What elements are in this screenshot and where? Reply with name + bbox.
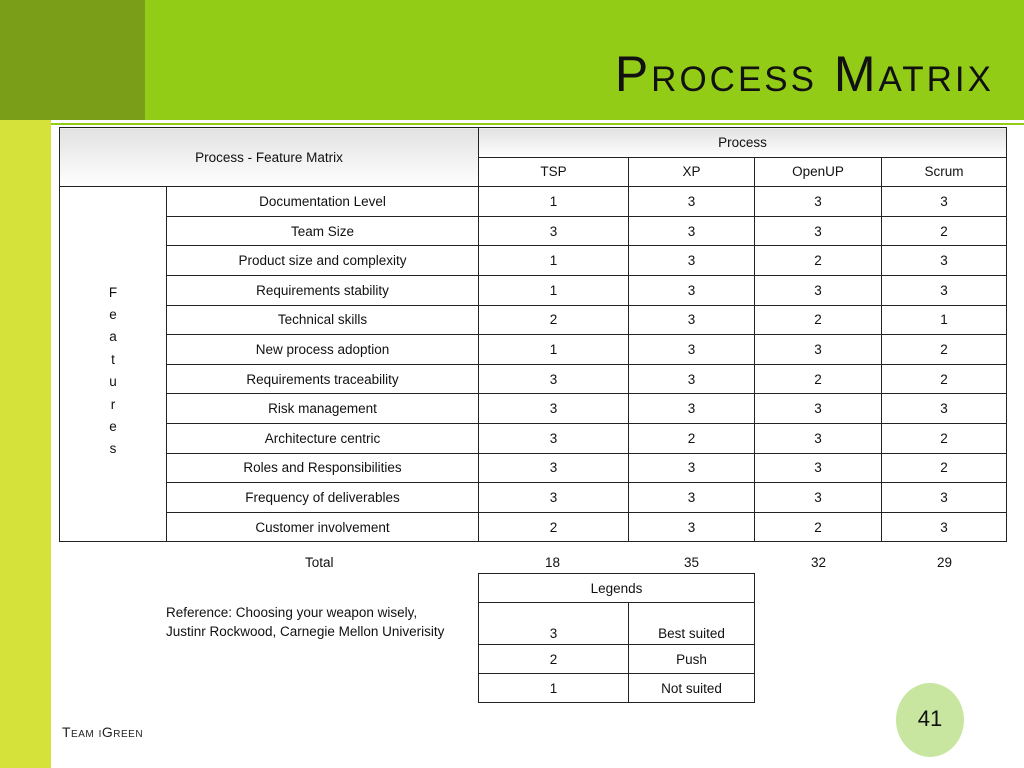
- footer-team-name: Team iGreen: [62, 724, 144, 740]
- score-cell: 2: [882, 423, 1007, 453]
- table-row: [60, 512, 1007, 542]
- matrix-corner-label: Process - Feature Matrix: [60, 128, 479, 187]
- header-divider-accent: [51, 123, 1024, 125]
- total-value: 32: [811, 555, 827, 570]
- score-cell: 3: [629, 216, 755, 246]
- total-label: Total: [305, 555, 334, 570]
- score-cell: 2: [882, 216, 1007, 246]
- score-cell: 3: [755, 453, 882, 483]
- score-cell: 1: [479, 187, 629, 217]
- column-header: XP: [629, 157, 755, 187]
- score-cell: 3: [755, 275, 882, 305]
- score-cell: 2: [755, 512, 882, 542]
- legend-label: Best suited: [629, 603, 755, 645]
- column-header: Scrum: [882, 157, 1007, 187]
- score-cell: 1: [882, 305, 1007, 335]
- total-value: 18: [545, 555, 561, 570]
- score-cell: 3: [755, 483, 882, 513]
- total-value: 35: [684, 555, 700, 570]
- score-cell: 1: [479, 275, 629, 305]
- legend-value: 3: [479, 603, 629, 645]
- features-label: F e a t u r e s: [60, 187, 167, 542]
- header-corner-block: [0, 0, 145, 120]
- feature-name: Architecture centric: [167, 423, 479, 453]
- score-cell: 2: [882, 453, 1007, 483]
- slide-title: Process Matrix: [614, 46, 994, 102]
- score-cell: 3: [629, 246, 755, 276]
- feature-name: Risk management: [167, 394, 479, 424]
- score-cell: 3: [755, 187, 882, 217]
- reference-line: Justinr Rockwood, Carnegie Mellon Univerisity: [166, 624, 445, 639]
- score-cell: 3: [629, 483, 755, 513]
- feature-name: Team Size: [167, 216, 479, 246]
- legend-title: Legends: [479, 574, 755, 603]
- score-cell: 3: [479, 453, 629, 483]
- feature-name: Technical skills: [167, 305, 479, 335]
- table-row: [60, 305, 1007, 335]
- legend-value: 1: [479, 674, 629, 703]
- total-value: 29: [937, 555, 953, 570]
- feature-name: Product size and complexity: [167, 246, 479, 276]
- feature-name: Requirements traceability: [167, 364, 479, 394]
- score-cell: 3: [629, 512, 755, 542]
- legend-label: Push: [629, 645, 755, 674]
- reference-note: [166, 603, 444, 641]
- score-cell: 2: [755, 364, 882, 394]
- table-row: [60, 246, 1007, 276]
- table-row: [60, 483, 1007, 513]
- score-cell: 3: [629, 335, 755, 365]
- table-row: [60, 453, 1007, 483]
- score-cell: 3: [882, 394, 1007, 424]
- score-cell: 2: [629, 423, 755, 453]
- score-cell: 3: [629, 275, 755, 305]
- score-cell: 3: [629, 305, 755, 335]
- table-row: [60, 364, 1007, 394]
- score-cell: 3: [755, 216, 882, 246]
- score-cell: 3: [479, 364, 629, 394]
- column-header: OpenUP: [755, 157, 882, 187]
- page-number: 41: [917, 706, 943, 731]
- score-cell: 3: [629, 187, 755, 217]
- score-cell: 3: [882, 483, 1007, 513]
- feature-name: Customer involvement: [167, 512, 479, 542]
- score-cell: 2: [882, 335, 1007, 365]
- feature-name: Documentation Level: [167, 187, 479, 217]
- score-cell: 2: [479, 305, 629, 335]
- table-row: [60, 216, 1007, 246]
- score-cell: 3: [479, 423, 629, 453]
- score-cell: 2: [755, 246, 882, 276]
- table-row: [60, 187, 1007, 217]
- score-cell: 3: [882, 246, 1007, 276]
- score-cell: 3: [479, 216, 629, 246]
- table-row: [60, 275, 1007, 305]
- score-cell: 1: [479, 246, 629, 276]
- table-row: [60, 335, 1007, 365]
- score-cell: 2: [882, 364, 1007, 394]
- feature-name: New process adoption: [167, 335, 479, 365]
- feature-name: Roles and Responsibilities: [167, 453, 479, 483]
- score-cell: 3: [755, 394, 882, 424]
- table-row: [60, 423, 1007, 453]
- legend-value: 2: [479, 645, 629, 674]
- process-feature-matrix: [59, 127, 1007, 542]
- feature-name: Frequency of deliverables: [167, 483, 479, 513]
- score-cell: 3: [882, 275, 1007, 305]
- legend-label: Not suited: [629, 674, 755, 703]
- score-cell: 3: [882, 187, 1007, 217]
- score-cell: 3: [479, 483, 629, 513]
- reference-line: Reference: Choosing your weapon wisely,: [166, 605, 418, 620]
- score-cell: 3: [629, 364, 755, 394]
- score-cell: 3: [629, 394, 755, 424]
- table-row: [60, 394, 1007, 424]
- feature-name: Requirements stability: [167, 275, 479, 305]
- score-cell: 3: [479, 394, 629, 424]
- column-header: TSP: [479, 157, 629, 187]
- score-cell: 3: [629, 453, 755, 483]
- score-cell: 2: [755, 305, 882, 335]
- score-cell: 3: [755, 335, 882, 365]
- score-cell: 1: [479, 335, 629, 365]
- legend-table: [478, 573, 755, 703]
- process-header: Process: [479, 128, 1007, 158]
- score-cell: 3: [882, 512, 1007, 542]
- score-cell: 2: [479, 512, 629, 542]
- score-cell: 3: [755, 423, 882, 453]
